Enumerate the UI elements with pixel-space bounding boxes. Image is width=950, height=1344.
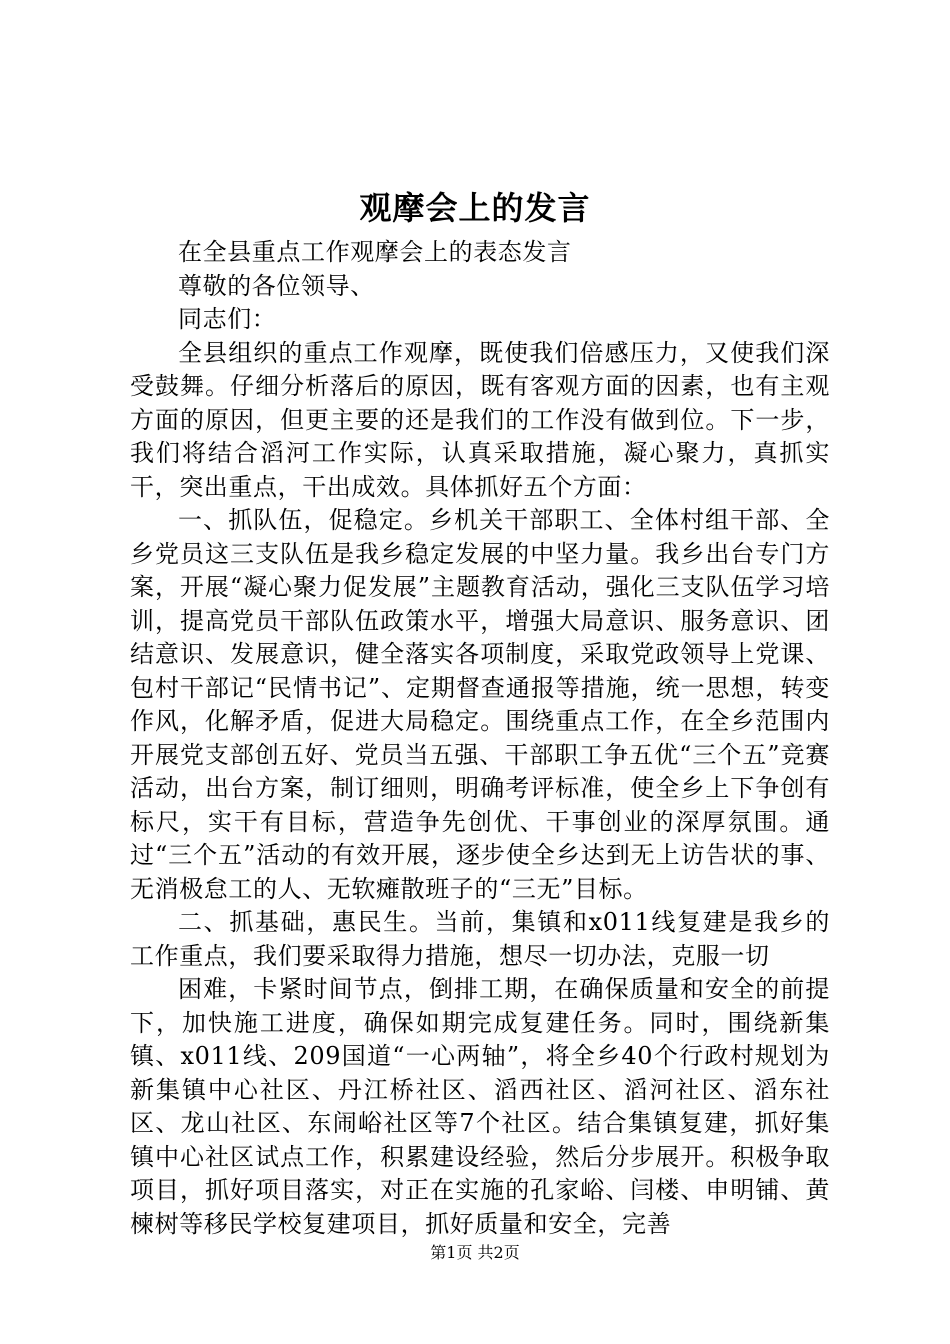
paragraph-intro: 全县组织的重点工作观摩，既使我们倍感压力，又使我们深受鼓舞。仔细分析落后的原因，既有客观方面的因素，也有主观方面的原因，但更主要的还是我们的工作没有做到位。下一步，我们将结合滔河工作实际，认真采取措施，凝心聚力，真抓实干，突出重点，干出成效。具体抓好五个方面： xyxy=(130,338,830,501)
paragraph-section-1: 一、抓队伍，促稳定。乡机关干部职工、全体村组干部、全乡党员这三支队伍是我乡稳定发展的中坚力量。我乡出台专门方案，开展“凝心聚力促发展”主题教育活动，强化三支队伍学习培训，提高党员干部队伍政策水平，增强大局意识、服务意识、团结意识、发展意识，健全落实各项制度，采取党政领导上党课、包村干部记“民情书记”、定期督查通报等措施，统一思想，转变作风，化解矛盾，促进大局稳定。围绕重点工作，在全乡范围内开展党支部创五好、党员当五强、干部职工争五优“三个五”竞赛活动，出台方案，制订细则，明确考评标准，使全乡上下争创有标尺，实干有目标，营造争先创优、干事创业的深厚氛围。通过“三个五”活动的有效开展，逐步使全乡达到无上访告状的事、无消极怠工的人、无软瘫散班子的“三无”目标。 xyxy=(130,506,830,903)
paragraph-subtitle: 在全县重点工作观摩会上的表态发言 xyxy=(178,238,572,266)
paragraph-section-2-continued: 困难，卡紧时间节点，倒排工期，在确保质量和安全的前提下，加快施工进度，确保如期完成复建任务。同时，围绕新集镇、x011线、209国道“一心两轴”，将全乡40个行政村规划为新集镇中心社区、丹江桥社区、滔西社区、滔河社区、滔东社区、龙山社区、东闹峪社区等7个社区。结合集镇复建，抓好集镇中心社区试点工作，积累建设经验，然后分步展开。积极争取项目，抓好项目落实，对正在实施的孔家峪、闫楼、申明铺、黄楝树等移民学校复建项目，抓好质量和安全，完善 xyxy=(130,975,830,1238)
page-number: 第1页 共2页 xyxy=(430,1243,520,1262)
document-title: 观摩会上的发言 xyxy=(359,189,591,227)
document-body xyxy=(130,236,830,1241)
paragraph-salutation-2: 同志们： xyxy=(178,305,277,333)
paragraph-salutation-1: 尊敬的各位领导、 xyxy=(178,271,375,300)
paragraph-section-2: 二、抓基础，惠民生。当前，集镇和x011线复建是我乡的工作重点，我们要采取得力措施，想尽一切办法，克服一切 xyxy=(130,908,830,970)
